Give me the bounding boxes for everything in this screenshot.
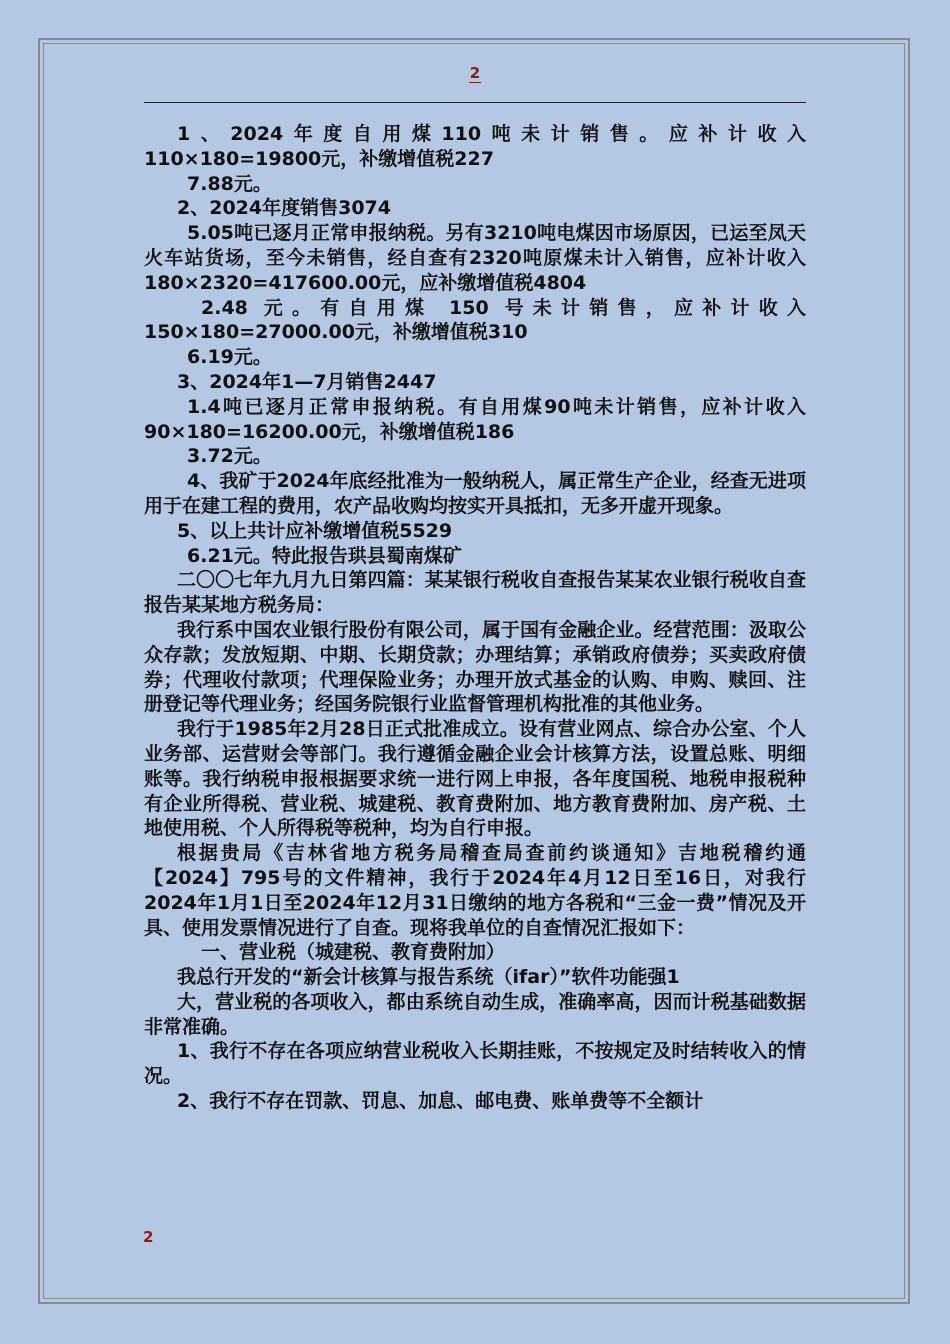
paragraph: 2、我行不存在罚款、罚息、加息、邮电费、账单费等不全额计 — [177, 1090, 704, 1113]
paragraph: 4、我矿于2024年底经批准为一般纳税人，属正常生产企业，经查无进项用于在建工程的费用，农产品收购均按实开具抵扣，无多开虚开现象。 — [144, 470, 806, 517]
paragraph: 1、我行不存在各项应纳营业税收入长期挂账，不按规定及时结转收入的情况。 — [144, 1040, 806, 1088]
paragraph: 根据贵局《吉林省地方税务局稽查局查前约谈通知》吉地税稽约通【2024】795号的文件精神，我行于2024年4月12日至16日，对我行2024年1月1日至2024年12月31日缴纳的地方各税和“三金一费”情况及开具、使用发票情况进行了自查。现将我单位的自查情况汇报如下： — [144, 842, 806, 939]
paragraph: 6.19元。 — [187, 346, 272, 369]
header-rule — [144, 102, 806, 103]
paragraph: 3、2024年1—7月销售2447 — [177, 370, 437, 393]
paragraph: 1.4吨已逐月正常申报纳税。有自用煤90吨未计销售，应补计收入90×180=16200.00元，补缴增值税186 — [144, 395, 806, 443]
header-page-number-text: 2 — [469, 64, 481, 82]
paragraph: 1、2024年度自用煤110吨未计销售。应补计收入 — [177, 123, 806, 145]
paragraph: 一、营业税（城建税、教育费附加） — [201, 941, 506, 964]
document-body — [144, 122, 806, 1114]
paragraph: 6.21元。特此报告珙县蜀南煤矿 — [187, 544, 462, 567]
paragraph: 二〇〇七年九月九日第四篇：某某银行税收自查报告某某农业银行税收自查报告某某地方税务局： — [144, 569, 806, 617]
header-page-number — [0, 64, 950, 82]
paragraph: 我总行开发的“新会计核算与报告系统（ifar）”软件功能强1 — [177, 966, 680, 989]
paragraph: 2.48 元。有自用煤 150 号未计销售，应补计收入 — [201, 296, 806, 319]
paragraph: 110×180=19800元，补缴增值税227 — [144, 147, 494, 170]
paragraph: 我行于1985年2月28日正式批准成立。设有营业网点、综合办公室、个人业务部、运营财会等部门。我行遵循金融企业会计核算方法，设置总账、明细账等。我行纳税申报根据要求统一进行网上申报，各年度国税、地税申报税种有企业所得税、营业税、城建税、教育费附加、地方教育费附加、房产税、土地使用税、个人所得税等税种，均为自行申报。 — [144, 718, 806, 840]
paragraph: 我行系中国农业银行股份有限公司，属于国有金融企业。经营范围：汲取公众存款；发放短期、中期、长期贷款；办理结算；承销政府债券；买卖政府债券；代理收付款项；代理保险业务；办理开放式基金的认购、申购、赎回、注册登记等代理业务；经国务院银行业监督管理机构批准的其他业务。 — [144, 618, 806, 716]
paragraph: 5、以上共计应补缴增值税5529 — [177, 519, 453, 542]
footer-page-number: 2 — [143, 1228, 154, 1246]
paragraph: 2、2024年度销售3074 — [177, 197, 391, 220]
paragraph: 7.88元。 — [187, 172, 272, 195]
paragraph: 大，营业税的各项收入，都由系统自动生成，准确率高，因而计税基础数据非常准确。 — [144, 990, 806, 1038]
paragraph: 5.05吨已逐月正常申报纳税。另有3210吨电煤因市场原因，已运至凤天火车站货场，至今未销售，经自查有2320吨原煤未计入销售，应补计收入180×2320=417600.00元，应补缴增值税4804 — [144, 222, 806, 294]
paragraph: 150×180=27000.00元，补缴增值税310 — [144, 321, 528, 344]
paragraph: 3.72元。 — [187, 445, 272, 468]
